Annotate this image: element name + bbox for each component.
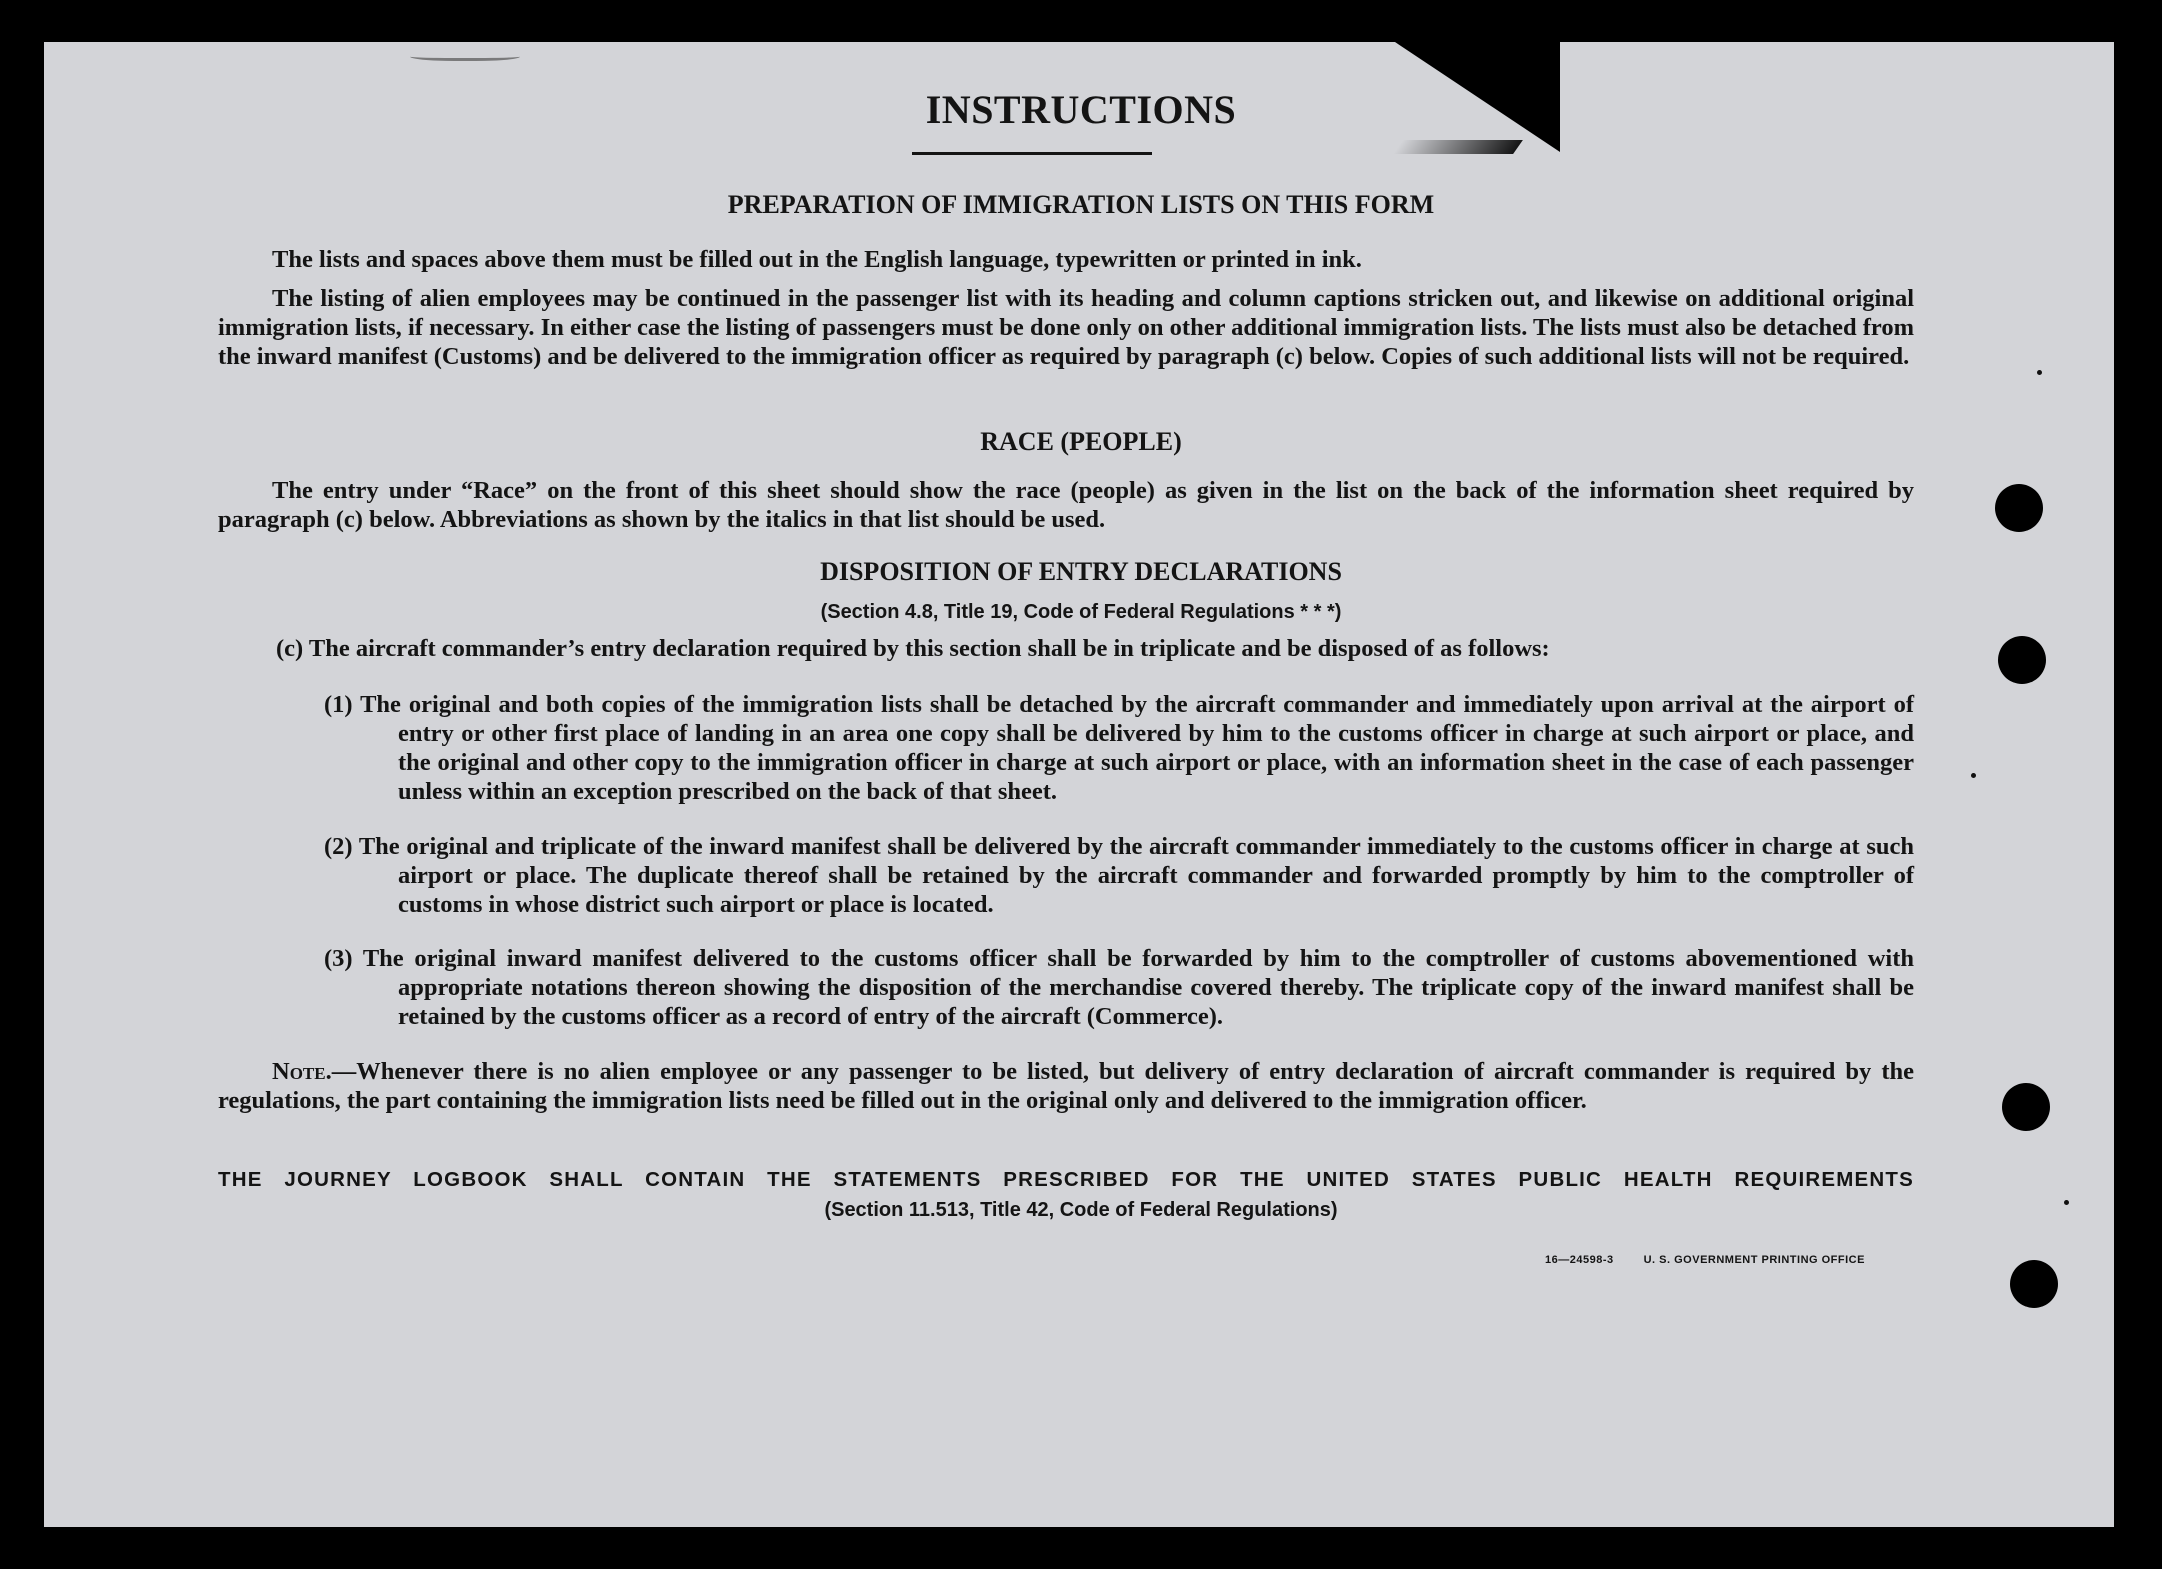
printer-name: U. S. GOVERNMENT PRINTING OFFICE [1643, 1254, 1865, 1266]
note-label: Note. [272, 1058, 332, 1085]
paragraph-alien-employees: The listing of alien employees may be continued in the passenger list with its heading and column captions stricken out, and likewise on additional original immigration lists, if necessary. In either case the listing of passengers must be done only on other additional immigration lists. The lists must also be detached from the inward manifest (Customs) and be delivered to the immigration officer as required by paragraph (c) below. Copies of such additional lists will not be required. [218, 285, 1914, 370]
punch-hole [2002, 1083, 2050, 1131]
section-heading-disposition: DISPOSITION OF ENTRY DECLARATIONS [820, 557, 1342, 586]
punch-hole [1998, 636, 2046, 684]
health-citation: (Section 11.513, Title 42, Code of Federal Regulations) [824, 1199, 1338, 1221]
page-title: INSTRUCTIONS [925, 87, 1237, 132]
note-text: —Whenever there is no alien employee or any passenger to be listed, but delivery of entry declaration of aircraft commander is required by the regulations, the part containing the immigration lists need be filled out in the original only and delivered to the immigration officer. [218, 1058, 1914, 1114]
paragraph-race: The entry under “Race” on the front of this sheet should show the race (people) as given in the list on the back of the information sheet required by paragraph (c) below. Abbreviations as shown by the italics in that list should be used. [218, 477, 1914, 533]
speck [1971, 773, 1976, 778]
speck [2037, 370, 2042, 375]
list-item: (3) The original inward manifest delivered to the customs officer shall be forwarded by him to the comptroller of customs abovementioned with appropriate notations thereon showing the disposition of the merchandise covered thereby. The triplicate copy of the inward manifest shall be retained by the customs officer as a record of entry of the aircraft (Commerce). [324, 945, 1914, 1030]
list-item: (1) The original and both copies of the immigration lists shall be detached by the aircraft commander and immediately upon arrival at the airport of entry or other first place of landing in an area one copy shall be delivered by him to the customs officer in charge at such airport or place, and the original and other copy to the immigration officer in charge at such airport or place, with an information sheet in the case of each passenger unless within an exception prescribed on the back of that sheet. [324, 691, 1914, 805]
printer-imprint [1545, 1254, 1895, 1266]
ink-smudge [1393, 140, 1523, 154]
section-heading-preparation: PREPARATION OF IMMIGRATION LISTS ON THIS FORM [727, 190, 1435, 219]
section-heading-race: RACE (PEOPLE) [980, 427, 1182, 456]
pencil-mark [410, 50, 520, 61]
section-citation: (Section 4.8, Title 19, Code of Federal Regulations * * *) [820, 601, 1342, 623]
punch-hole [2010, 1260, 2058, 1308]
title-underline [912, 152, 1152, 155]
list-item: (2) The original and triplicate of the inward manifest shall be delivered by the aircraft commander immediately to the customs officer in charge at such airport or place. The duplicate thereof shall be retained by the aircraft commander and forwarded promptly by him to the comptroller of customs in whose district such airport or place is located. [324, 833, 1914, 918]
note-paragraph [218, 1057, 1914, 1115]
paragraph-language: The lists and spaces above them must be filled out in the English language, typewritten or printed in ink. [272, 246, 1362, 273]
punch-hole [1995, 484, 2043, 532]
clause-c: (c) The aircraft commander’s entry declaration required by this section shall be in triplicate and be disposed of as follows: [276, 635, 1550, 662]
form-number: 16—24598-3 [1545, 1254, 1614, 1266]
health-requirements-statement: THE JOURNEY LOGBOOK SHALL CONTAIN THE STATEMENTS PRESCRIBED FOR THE UNITED STATES PUBLIC HEALTH REQUIREMENTS [218, 1168, 1914, 1191]
